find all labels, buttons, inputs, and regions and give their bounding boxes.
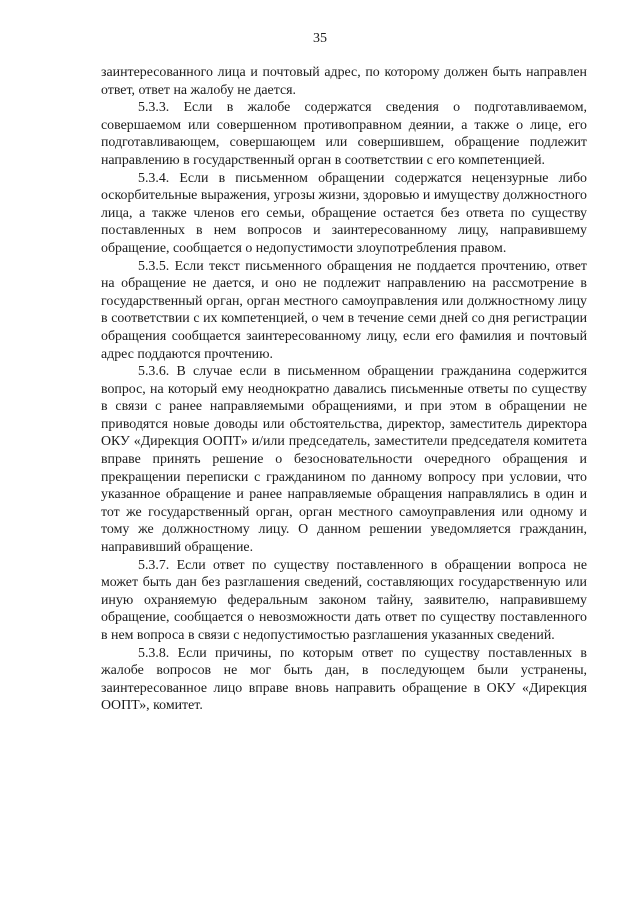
paragraph-5-3-4: 5.3.4. Если в письменном обращении содержатся нецензурные либо оскорбительные выражения, угрозы жизни, здоровью и имуществу должностного лица, а также членов его семьи, обращение остается без ответа по существу поставленных в нем вопросов и заинтересованному лицу, направившему обращение, сообщается о недопустимости злоупотребления правом. [101,170,587,256]
paragraph-continuation: заинтересованного лица и почтовый адрес, по которому должен быть направлен ответ, ответ на жалобу не дается. [101,65,587,98]
paragraph-5-3-3: 5.3.3. Если в жалобе содержатся сведения о подготавливаемом, совершаемом или совершенном противоправном деянии, а также о лице, его подготавливающем, совершающем или совершившем, обращение подлежит направлению в государственный орган в соответствии с его компетенцией. [101,100,587,168]
paragraph-5-3-8: 5.3.8. Если причины, по которым ответ по существу поставленных в жалобе вопросов не мог быть дан, в последующем были устранены, заинтересованное лицо вправе вновь направить обращение в ОКУ «Дирекция ООПТ», комитет. [101,645,587,714]
paragraph-5-3-5: 5.3.5. Если текст письменного обращения не поддается прочтению, ответ на обращение не дается, и оно не подлежит направлению на рассмотрение в государственный орган, орган местного самоуправления или должностному лицу в соответствии с их компетенцией, о чем в течение семи дней со дня регистрации обращения сообщается заинтересованному лицу, если его фамилия и почтовый адрес поддаются прочтению. [101,258,587,362]
paragraph-5-3-7: 5.3.7. Если ответ по существу поставленного в обращении вопроса не может быть дан без разглашения сведений, составляющих государственную или иную охраняемую федеральным законом тайну, заявителю, направившему обращение, сообщается о невозможности дать ответ по существу поставленного в нем вопроса в связи с недопустимостью разглашения указанных сведений. [101,557,587,643]
page-number: 35 [313,31,327,46]
document-body [101,64,587,715]
paragraph-5-3-6: 5.3.6. В случае если в письменном обращении гражданина содержится вопрос, на который ему неоднократно давались письменные ответы по существу в связи с ранее направляемыми обращениями, и при этом в обращении не приводятся новые доводы или обстоятельства, директор, заместитель директора ОКУ «Дирекция ООПТ» и/или председатель, заместители председателя комитета вправе принять решение о безосновательности очередного обращения и прекращении переписки с гражданином по данному вопросу при условии, что указанное обращение и ранее направляемые обращения направлялись в один и тот же государственный орган, орган местного самоуправления или одному и тому же должностному лицу. О данном решении уведомляется гражданин, направивший обращение. [101,364,587,556]
